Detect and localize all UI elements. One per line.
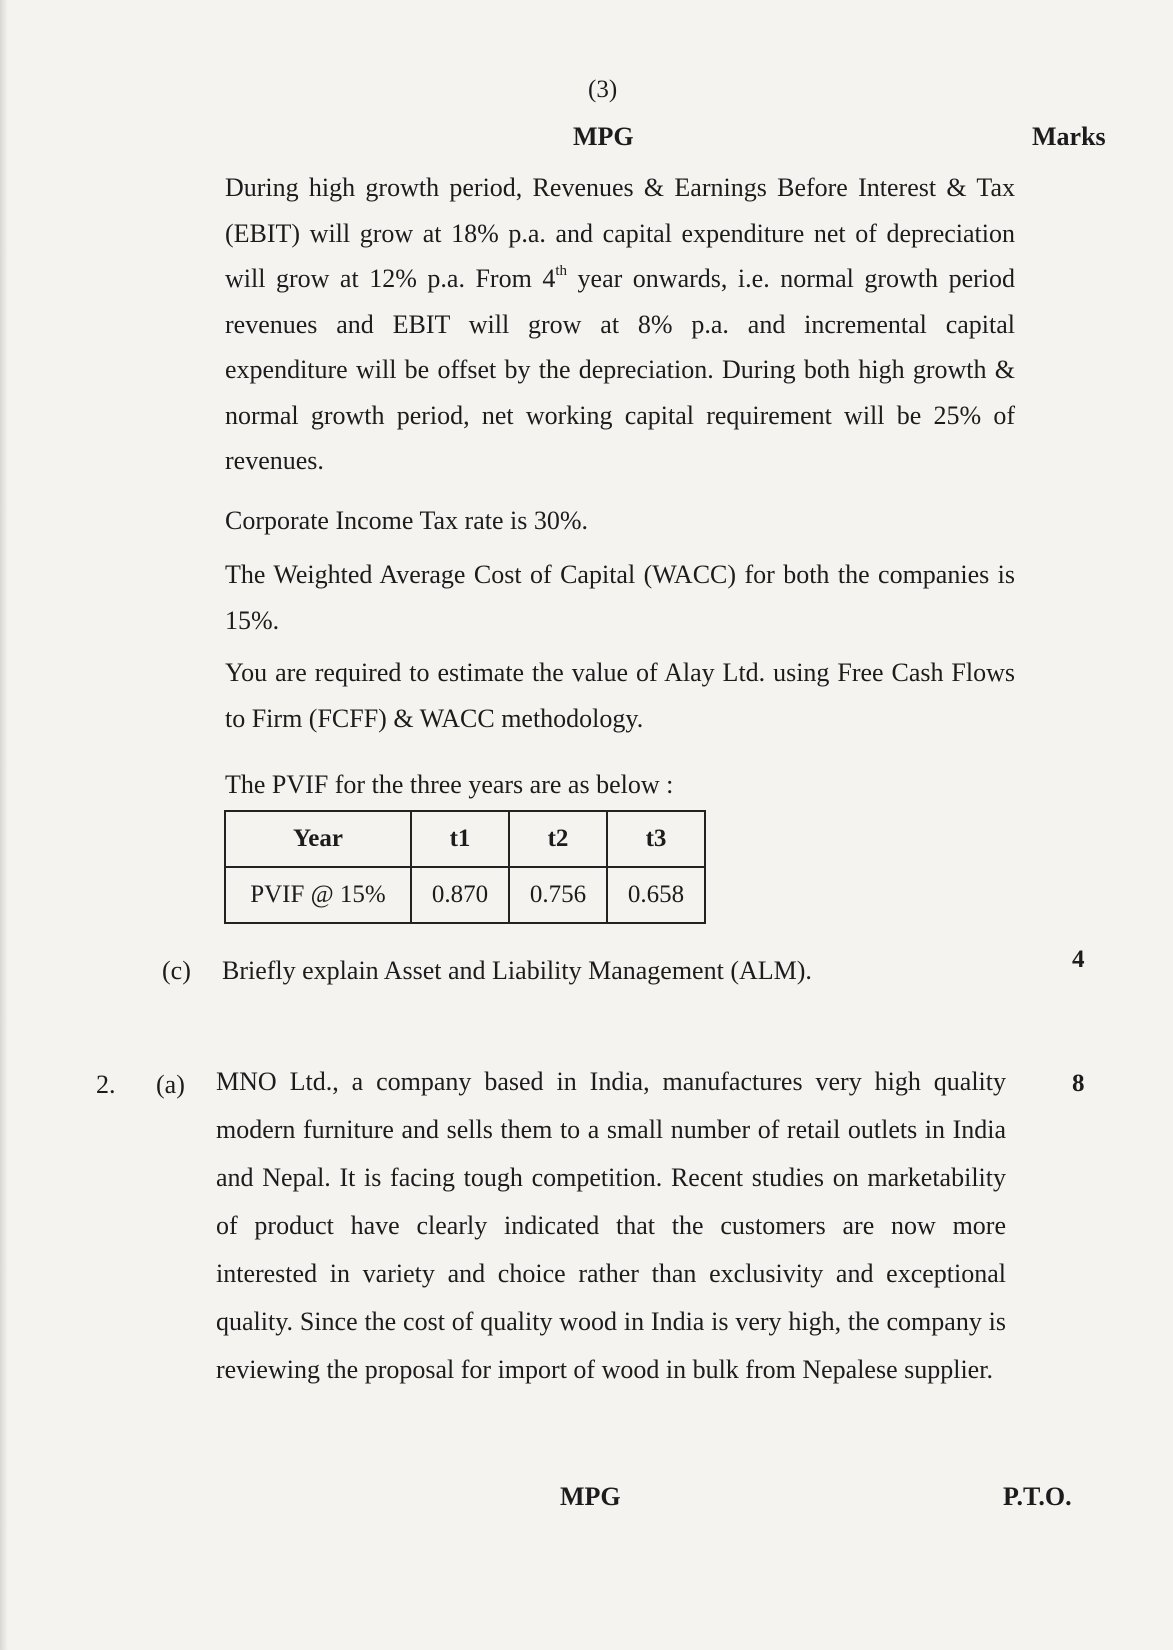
pvif-value-cell: PVIF @ 15% [225,867,411,923]
ordinal-suffix: th [555,263,568,280]
pvif-value-row [225,867,705,923]
pvif-header-row [225,811,705,867]
question-2a-label: (a) [156,1070,185,1099]
growth-text-part-1: During high growth period, Revenues & Earnings Before Interest & Tax (EBIT) will grow at 18% p.a. and capital expenditure net of depreciation will grow at 12% p.a. From 4 [225,173,1015,293]
pvif-value-cell: 0.870 [411,867,509,923]
question-c-marks: 4 [1072,946,1085,973]
pvif-value-cell: 0.756 [509,867,607,923]
pvif-header-cell: t2 [509,811,607,867]
paragraph-pvif-intro: The PVIF for the three years are as below : [225,770,674,799]
page-number: (3) [588,76,618,103]
pvif-value-cell: 0.658 [607,867,705,923]
question-c-text: Briefly explain Asset and Liability Management (ALM). [222,956,812,985]
paragraph-wacc: The Weighted Average Cost of Capital (WACC) for both the companies is 15%. [225,560,1015,635]
pvif-header-cell: t3 [607,811,705,867]
question-2a-marks: 8 [1072,1070,1085,1097]
question-c-label: (c) [162,956,191,985]
question-2a-text: MNO Ltd., a company based in India, manufactures very high quality modern furniture and sells them to a small number of retail outlets in India and Nepal. It is facing tough competition. Recent studies on marketability of product have clearly indicated that the customers are now more interested in variety and choice rather than exclusivity and exceptional quality. Since the cost of quality wood in India is very high, the company is reviewing the proposal for import of wood in bulk from Nepalese supplier. [216,1067,1006,1384]
pvif-header-cell: t1 [411,811,509,867]
paragraph-requirement: You are required to estimate the value of Alay Ltd. using Free Cash Flows to Firm (FCFF) & WACC methodology. [225,658,1015,733]
pvif-header-cell: Year [225,811,411,867]
paragraph-tax-rate: Corporate Income Tax rate is 30%. [225,506,589,535]
growth-text-part-2: year onwards, i.e. normal growth period revenues and EBIT will grow at 8% p.a. and incremental capital expenditure will be offset by the depreciation. During both high growth & normal growth period, net working capital requirement will be 25% of revenues. [225,264,1015,475]
paragraph-growth-assumptions [225,165,1015,484]
page-edge [0,0,8,1650]
paper-code-header: MPG [573,122,634,151]
pvif-table [224,810,706,924]
paper-code-footer: MPG [560,1482,621,1511]
marks-column-heading: Marks [1032,122,1106,151]
please-turn-over: P.T.O. [1003,1482,1072,1511]
question-2-number: 2. [96,1070,116,1099]
